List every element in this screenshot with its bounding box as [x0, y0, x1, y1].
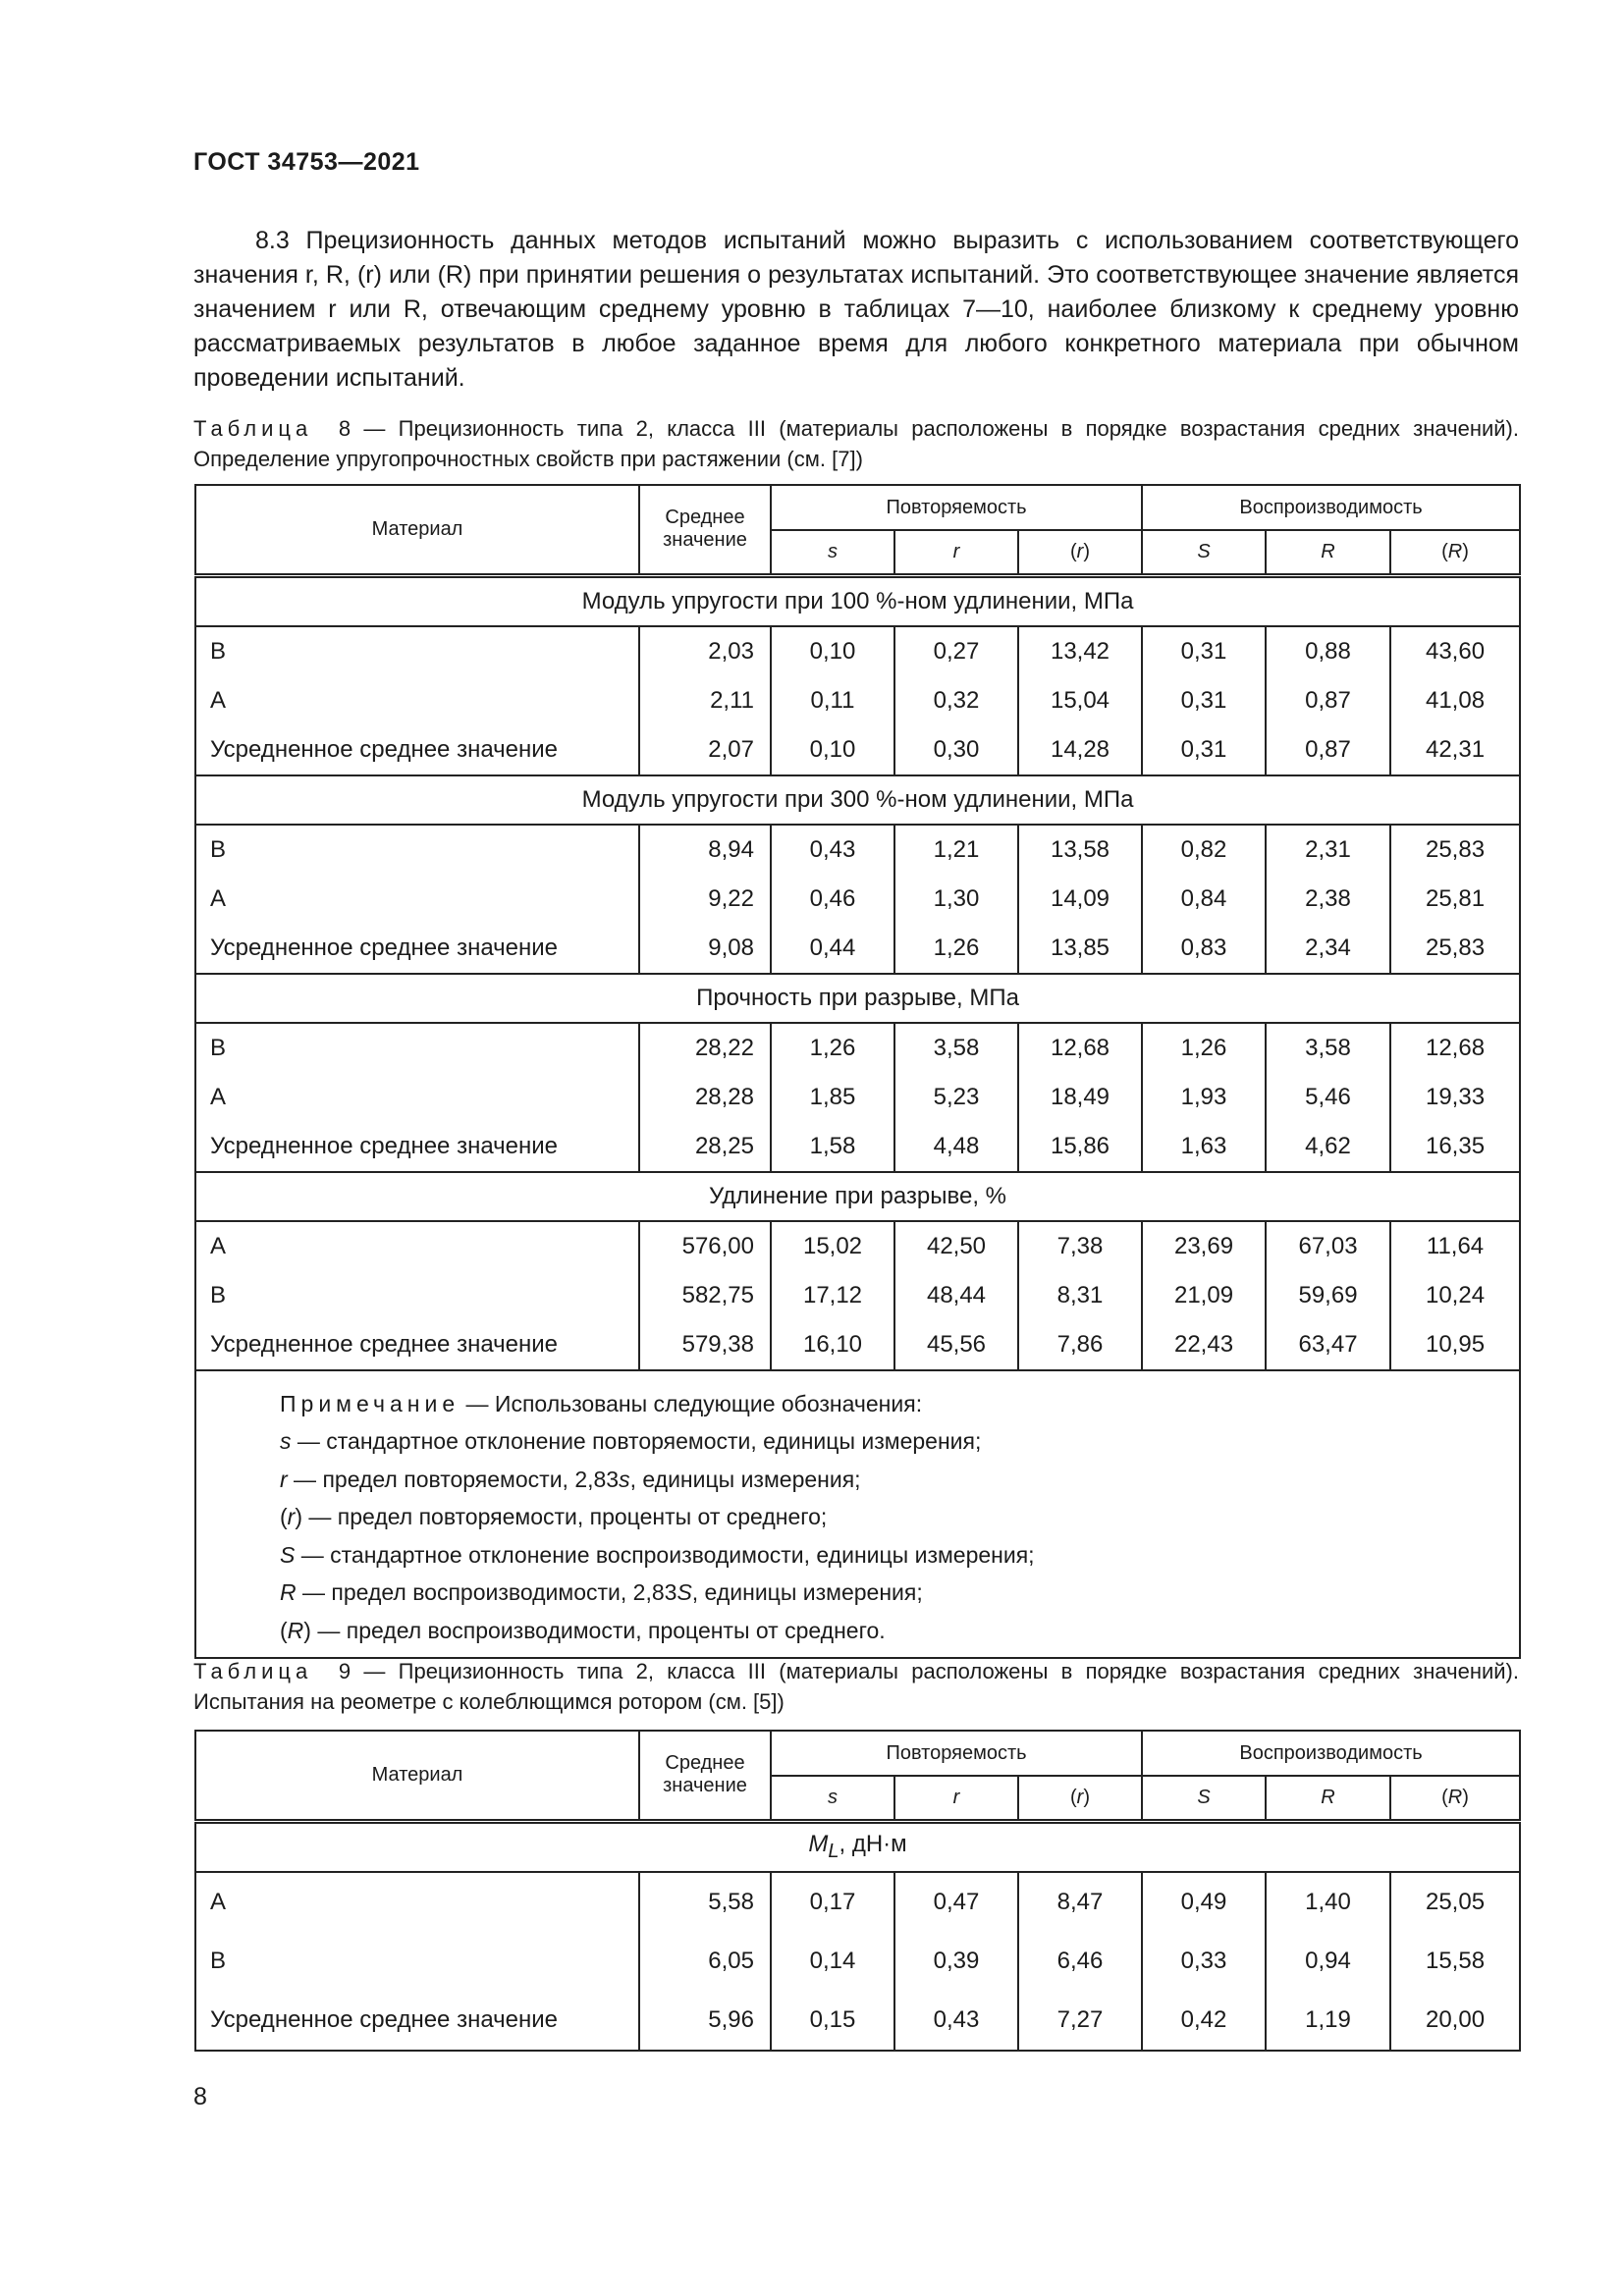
cell-value: 1,58 [771, 1122, 894, 1172]
cell-value: 0,46 [771, 875, 894, 924]
cell-value: 1,21 [894, 825, 1018, 875]
cell-value: 13,85 [1018, 924, 1142, 974]
header-reproducibility: Воспроизводимость [1142, 1731, 1520, 1776]
cell-value: 0,87 [1266, 725, 1390, 775]
cell-value: 8,47 [1018, 1872, 1142, 1932]
cell-value: 59,69 [1266, 1271, 1390, 1320]
cell-value: 7,38 [1018, 1221, 1142, 1271]
table-row [195, 825, 1520, 875]
cell-value: 45,56 [894, 1320, 1018, 1370]
table-section-row [195, 974, 1520, 1023]
cell-value: 16,10 [771, 1320, 894, 1370]
header-r: r [894, 530, 1018, 575]
cell-value: 1,93 [1142, 1073, 1266, 1122]
cell-value: 14,09 [1018, 875, 1142, 924]
table8-caption-word: Таблица [193, 416, 313, 441]
cell-value: 22,43 [1142, 1320, 1266, 1370]
cell-value: 0,94 [1266, 1932, 1390, 1991]
table9 [194, 1730, 1521, 2052]
table-row [195, 875, 1520, 924]
cell-value: 2,31 [1266, 825, 1390, 875]
cell-value: 8,94 [639, 825, 771, 875]
table-row [195, 924, 1520, 974]
header-S: S [1142, 530, 1266, 575]
cell-value: 4,62 [1266, 1122, 1390, 1172]
cell-value: 11,64 [1390, 1221, 1520, 1271]
table8-caption [193, 413, 1519, 474]
header-s: s [771, 530, 894, 575]
table-row [195, 626, 1520, 676]
cell-value: 8,31 [1018, 1271, 1142, 1320]
cell-value: 3,58 [894, 1023, 1018, 1073]
cell-value: 0,83 [1142, 924, 1266, 974]
cell-value: 0,39 [894, 1932, 1018, 1991]
cell-value: 13,58 [1018, 825, 1142, 875]
cell-value: 0,10 [771, 626, 894, 676]
cell-value: 3,58 [1266, 1023, 1390, 1073]
note-line: (r) — предел повторяемости, проценты от среднего; [280, 1504, 828, 1529]
cell-value: 0,14 [771, 1932, 894, 1991]
cell-material: А [195, 875, 639, 924]
table9-data [195, 1872, 1520, 2051]
table-section-row [195, 1821, 1520, 1872]
cell-value: 4,48 [894, 1122, 1018, 1172]
cell-value: 1,85 [771, 1073, 894, 1122]
header-repeatability: Повторяемость [771, 1731, 1142, 1776]
section-title-ml: $M_L$, дН·м [195, 1821, 1520, 1872]
header-reproducibility: Воспроизводимость [1142, 485, 1520, 530]
table-row [195, 1320, 1520, 1370]
cell-value: 582,75 [639, 1271, 771, 1320]
header-s: s [771, 1776, 894, 1821]
cell-material: А [195, 676, 639, 725]
cell-value: 0,43 [771, 825, 894, 875]
cell-value: 10,95 [1390, 1320, 1520, 1370]
table-row [195, 1073, 1520, 1122]
table9-caption [193, 1656, 1519, 1717]
cell-value: 0,10 [771, 725, 894, 775]
cell-value: 25,83 [1390, 924, 1520, 974]
table-row [195, 676, 1520, 725]
cell-value: 0,42 [1142, 1991, 1266, 2051]
cell-value: 25,81 [1390, 875, 1520, 924]
cell-material: Усредненное среднее значение [195, 725, 639, 775]
cell-material: В [195, 1271, 639, 1320]
cell-value: 0,30 [894, 725, 1018, 775]
header-r-pct: (r) [1018, 530, 1142, 575]
table-section-row [195, 575, 1520, 626]
cell-material: Усредненное среднее значение [195, 1991, 639, 2051]
note-line: R — предел воспроизводимости, 2,83S, единицы измерения; [280, 1579, 923, 1605]
cell-value: 0,49 [1142, 1872, 1266, 1932]
document-id: ГОСТ 34753—2021 [193, 148, 420, 176]
cell-value: 21,09 [1142, 1271, 1266, 1320]
cell-value: 0,31 [1142, 676, 1266, 725]
cell-value: 10,24 [1390, 1271, 1520, 1320]
table9-caption-word: Таблица [193, 1659, 313, 1683]
cell-value: 1,19 [1266, 1991, 1390, 2051]
cell-material: А [195, 1073, 639, 1122]
header-R: R [1266, 530, 1390, 575]
cell-material: В [195, 1023, 639, 1073]
table-section-row [195, 775, 1520, 825]
header-repeatability: Повторяемость [771, 485, 1142, 530]
cell-value: 0,33 [1142, 1932, 1266, 1991]
note-intro: Примечание — Использованы следующие обозначения: [280, 1390, 923, 1416]
cell-material: Усредненное среднее значение [195, 1122, 639, 1172]
cell-value: 42,31 [1390, 725, 1520, 775]
table-section-row [195, 1172, 1520, 1221]
cell-material: А [195, 1872, 639, 1932]
cell-material: Усредненное среднее значение [195, 1320, 639, 1370]
page-number: 8 [193, 2083, 207, 2110]
cell-value: 576,00 [639, 1221, 771, 1271]
cell-value: 2,03 [639, 626, 771, 676]
cell-value: 15,86 [1018, 1122, 1142, 1172]
cell-value: 9,22 [639, 875, 771, 924]
note-line: s — стандартное отклонение повторяемости, единицы измерения; [280, 1428, 982, 1454]
cell-value: 14,28 [1018, 725, 1142, 775]
header-R-pct: (R) [1390, 530, 1520, 575]
table8-caption-text: 8 — Прецизионность типа 2, класса III (материалы расположены в порядке возрастания средних значений). Определение упругопрочностных свойств при растяжении (см. [7]) [193, 416, 1519, 471]
cell-value: 15,04 [1018, 676, 1142, 725]
cell-value: 19,33 [1390, 1073, 1520, 1122]
header-r-pct: (r) [1018, 1776, 1142, 1821]
table-row [195, 1872, 1520, 1932]
cell-value: 579,38 [639, 1320, 771, 1370]
cell-value: 5,58 [639, 1872, 771, 1932]
note-line: S — стандартное отклонение воспроизводимости, единицы измерения; [280, 1541, 1035, 1568]
table-row [195, 1991, 1520, 2051]
table-row [195, 1221, 1520, 1271]
cell-value: 5,96 [639, 1991, 771, 2051]
cell-material: В [195, 1932, 639, 1991]
cell-value: 6,05 [639, 1932, 771, 1991]
header-material: Материал [195, 485, 639, 575]
cell-material: В [195, 626, 639, 676]
cell-value: 9,08 [639, 924, 771, 974]
paragraph-8-3 [193, 224, 1519, 396]
cell-value: 41,08 [1390, 676, 1520, 725]
cell-value: 42,50 [894, 1221, 1018, 1271]
table9-body [195, 1821, 1520, 1872]
cell-value: 2,38 [1266, 875, 1390, 924]
note-line: (R) — предел воспроизводимости, проценты от среднего. [280, 1617, 886, 1643]
cell-value: 0,43 [894, 1991, 1018, 2051]
cell-value: 5,46 [1266, 1073, 1390, 1122]
cell-material: Усредненное среднее значение [195, 924, 639, 974]
cell-value: 1,30 [894, 875, 1018, 924]
cell-value: 0,47 [894, 1872, 1018, 1932]
cell-value: 1,63 [1142, 1122, 1266, 1172]
cell-value: 0,11 [771, 676, 894, 725]
paragraph-text: 8.3 Прецизионность данных методов испытаний можно выразить с использованием соответствующего значения r, R, (r) или (R) при принятии решения о результатах испытаний. Это соответствующее значение является значением r или R, отвечающим среднему уровню в таблицах 7—10, наиболее близкому к среднему уровню рассматриваемых результатов в любое заданное время для любого конкретного материала при обычном проведении испытаний. [193, 227, 1519, 392]
table-row [195, 1023, 1520, 1073]
cell-value: 28,28 [639, 1073, 771, 1122]
cell-value: 16,35 [1390, 1122, 1520, 1172]
table-note-row [195, 1370, 1520, 1659]
cell-value: 28,22 [639, 1023, 771, 1073]
cell-value: 2,11 [639, 676, 771, 725]
cell-value: 20,00 [1390, 1991, 1520, 2051]
header-r: r [894, 1776, 1018, 1821]
cell-value: 18,49 [1018, 1073, 1142, 1122]
cell-value: 0,15 [771, 1991, 894, 2051]
cell-value: 0,87 [1266, 676, 1390, 725]
cell-value: 15,58 [1390, 1932, 1520, 1991]
table-note [195, 1370, 1520, 1659]
cell-value: 43,60 [1390, 626, 1520, 676]
cell-material: А [195, 1221, 639, 1271]
header-material: Материал [195, 1731, 639, 1821]
cell-value: 1,26 [1142, 1023, 1266, 1073]
cell-value: 0,82 [1142, 825, 1266, 875]
cell-value: 7,86 [1018, 1320, 1142, 1370]
cell-value: 2,07 [639, 725, 771, 775]
cell-value: 0,27 [894, 626, 1018, 676]
table-row [195, 1271, 1520, 1320]
cell-value: 1,26 [771, 1023, 894, 1073]
cell-value: 63,47 [1266, 1320, 1390, 1370]
section-title: Прочность при разрыве, МПа [195, 974, 1520, 1023]
cell-value: 25,83 [1390, 825, 1520, 875]
cell-value: 5,23 [894, 1073, 1018, 1122]
section-title: Модуль упругости при 300 %-ном удлинении, МПа [195, 775, 1520, 825]
header-mean: Среднее значение [639, 485, 771, 575]
cell-value: 1,26 [894, 924, 1018, 974]
table-row [195, 725, 1520, 775]
cell-value: 23,69 [1142, 1221, 1266, 1271]
table8 [194, 484, 1521, 1659]
cell-value: 2,34 [1266, 924, 1390, 974]
cell-value: 67,03 [1266, 1221, 1390, 1271]
header-mean: Среднее значение [639, 1731, 771, 1821]
cell-value: 17,12 [771, 1271, 894, 1320]
cell-value: 48,44 [894, 1271, 1018, 1320]
cell-value: 13,42 [1018, 626, 1142, 676]
cell-value: 12,68 [1018, 1023, 1142, 1073]
cell-value: 0,88 [1266, 626, 1390, 676]
header-R-pct: (R) [1390, 1776, 1520, 1821]
cell-value: 1,40 [1266, 1872, 1390, 1932]
cell-value: 12,68 [1390, 1023, 1520, 1073]
note-line: r — предел повторяемости, 2,83s, единицы измерения; [280, 1466, 861, 1492]
cell-value: 0,32 [894, 676, 1018, 725]
cell-value: 15,02 [771, 1221, 894, 1271]
section-title: Удлинение при разрыве, % [195, 1172, 1520, 1221]
cell-value: 0,17 [771, 1872, 894, 1932]
header-R: R [1266, 1776, 1390, 1821]
table9-caption-text: 9 — Прецизионность типа 2, класса III (материалы расположены в порядке возрастания средних значений). Испытания на реометре с колеблющимся ротором (см. [5]) [193, 1659, 1519, 1714]
cell-material: В [195, 825, 639, 875]
cell-value: 0,44 [771, 924, 894, 974]
table8-body [195, 575, 1520, 1658]
section-title: Модуль упругости при 100 %-ном удлинении, МПа [195, 575, 1520, 626]
cell-value: 0,31 [1142, 626, 1266, 676]
cell-value: 28,25 [639, 1122, 771, 1172]
cell-value: 7,27 [1018, 1991, 1142, 2051]
cell-value: 0,84 [1142, 875, 1266, 924]
cell-value: 0,31 [1142, 725, 1266, 775]
table-row [195, 1122, 1520, 1172]
cell-value: 25,05 [1390, 1872, 1520, 1932]
table-row [195, 1932, 1520, 1991]
header-S: S [1142, 1776, 1266, 1821]
cell-value: 6,46 [1018, 1932, 1142, 1991]
